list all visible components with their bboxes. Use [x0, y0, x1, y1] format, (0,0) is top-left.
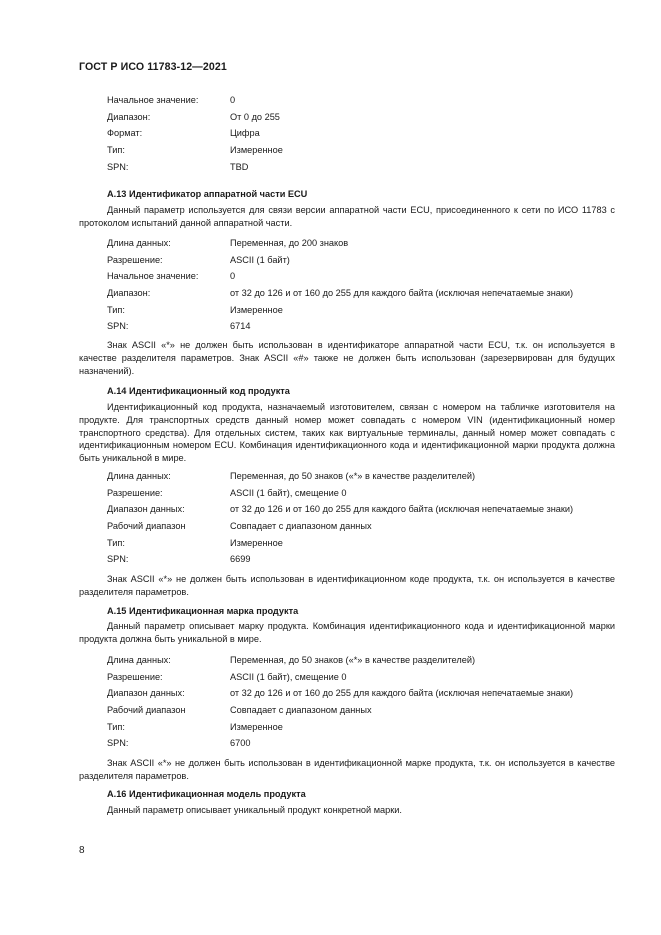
param-row — [79, 721, 615, 738]
params-table-a14 — [79, 470, 615, 570]
param-key: Тип: — [107, 145, 125, 156]
param-row — [79, 503, 615, 520]
param-value: от 32 до 126 и от 160 до 255 для каждого байта (исключая непечатаемые знаки) — [230, 504, 574, 515]
param-key: Длина данных: — [107, 238, 171, 248]
document-header: ГОСТ Р ИСО 11783-12—2021 — [79, 61, 227, 73]
paragraph: Данный параметр описывает марку продукта. Комбинация идентификационного кода и идентификационной марки продукта должна быть уникальной в мире. — [79, 621, 615, 644]
section-a15-para — [79, 620, 615, 646]
note-paragraph: Знак ASCII «*» не должен быть использован в идентификаторе аппаратной части ECU, т.к. он используется в качестве разделителя параметров. Знак ASCII «#» также не должен быть использован (зарезервирован для будущих назначений). — [79, 340, 615, 376]
param-key: Рабочий диапазон — [107, 521, 186, 532]
param-row — [79, 687, 615, 704]
param-value: ASCII (1 байт) — [230, 254, 290, 265]
param-row — [79, 537, 615, 554]
section-heading: А.14 Идентификационный код продукта — [107, 386, 290, 396]
params-table-a15 — [79, 654, 615, 754]
section-a14-para — [79, 401, 615, 465]
section-a13 — [79, 188, 615, 201]
param-row — [79, 254, 615, 271]
param-key: Разрешение: — [107, 254, 163, 265]
param-key: Формат: — [107, 128, 143, 139]
params-table-a13 — [79, 237, 615, 337]
param-value: 0 — [230, 95, 236, 105]
param-value: от 32 до 126 и от 160 до 255 для каждого байта (исключая непечатаемые знаки) — [230, 688, 574, 699]
param-value: Переменная, до 200 знаков — [230, 238, 349, 248]
param-row — [79, 144, 615, 161]
param-row — [79, 470, 615, 487]
param-key: Длина данных: — [107, 471, 171, 481]
page-number: 8 — [79, 845, 85, 856]
section-a14-note — [79, 573, 615, 599]
param-key: SPN: — [107, 161, 129, 172]
param-key: Тип: — [107, 304, 125, 315]
param-value: Совпадает с диапазоном данных — [230, 705, 372, 716]
param-value: Переменная, до 50 знаков («*» в качестве разделителей) — [230, 655, 476, 665]
param-key: SPN: — [107, 321, 129, 332]
param-row — [79, 654, 615, 671]
param-key: Диапазон данных: — [107, 504, 185, 515]
paragraph: Данный параметр используется для связи версии аппаратной части ECU, присоединенного к сети по ИСО 11783 с протоколом испытаний данной аппаратной части. — [79, 205, 615, 228]
note-paragraph: Знак ASCII «*» не должен быть использован в идентификационной марке продукта, т.к. он используется в качестве разделителя параметров. — [79, 758, 615, 781]
param-row — [79, 520, 615, 537]
param-key: Начальное значение: — [107, 271, 199, 282]
param-row — [79, 320, 615, 337]
param-value: 0 — [230, 271, 236, 282]
param-key: Разрешение: — [107, 671, 163, 682]
param-row — [79, 237, 615, 254]
params-table-prev — [79, 94, 615, 177]
param-row — [79, 737, 615, 754]
param-key: Диапазон: — [107, 111, 151, 122]
param-row — [79, 304, 615, 321]
param-value: От 0 до 255 — [230, 111, 280, 122]
param-value: TBD — [230, 161, 249, 172]
param-key: Рабочий диапазон — [107, 705, 186, 716]
param-key: Диапазон данных: — [107, 688, 185, 699]
param-row — [79, 704, 615, 721]
section-a13-note — [79, 339, 615, 377]
param-row — [79, 287, 615, 304]
param-row — [79, 127, 615, 144]
param-row — [79, 111, 615, 128]
param-row — [79, 487, 615, 504]
param-key: Разрешение: — [107, 487, 163, 498]
section-a15 — [79, 605, 615, 618]
section-a13-para — [79, 204, 615, 230]
param-value: Измеренное — [230, 145, 283, 156]
param-key: Диапазон: — [107, 288, 151, 299]
paragraph: Идентификационный код продукта, назначаемый изготовителем, связан с номером на табличке изготовителя на продукте. Для транспортных средств данный номер может совпадать с номером VIN (идентификационный номер транспортного средства). Для отдельных систем, таких как виртуальные терминалы, данный номер может совпадать с идентификационным номером ECU. Комбинация идентификационного кода и идентификационной марки продукта должна быть уникальной в мире. — [79, 402, 615, 464]
section-heading: А.16 Идентификационная модель продукта — [107, 789, 306, 799]
param-row — [79, 94, 615, 111]
param-value: Измеренное — [230, 721, 283, 732]
param-value: Переменная, до 50 знаков («*» в качестве разделителей) — [230, 471, 476, 481]
param-key: SPN: — [107, 554, 129, 565]
note-paragraph: Знак ASCII «*» не должен быть использован в идентификационном коде продукта, т.к. он используется в качестве разделителя параметров. — [79, 574, 615, 597]
section-heading: А.15 Идентификационная марка продукта — [107, 606, 299, 616]
param-row — [79, 553, 615, 570]
param-key: Начальное значение: — [107, 95, 199, 105]
section-a15-note — [79, 757, 615, 783]
paragraph: Данный параметр описывает уникальный продукт конкретной марки. — [107, 805, 402, 815]
section-heading: А.13 Идентификатор аппаратной части ECU — [107, 189, 308, 199]
section-a16 — [79, 788, 615, 801]
param-row — [79, 270, 615, 287]
section-a14 — [79, 385, 615, 398]
param-value: 6714 — [230, 321, 251, 332]
param-value: Измеренное — [230, 537, 283, 548]
param-row — [79, 671, 615, 688]
param-value: Совпадает с диапазоном данных — [230, 521, 372, 532]
param-key: Тип: — [107, 537, 125, 548]
param-value: ASCII (1 байт), смещение 0 — [230, 487, 347, 498]
param-key: SPN: — [107, 738, 129, 749]
param-value: 6700 — [230, 738, 251, 749]
param-value: Измеренное — [230, 304, 283, 315]
param-value: Цифра — [230, 128, 260, 139]
param-key: Тип: — [107, 721, 125, 732]
param-key: Длина данных: — [107, 655, 171, 665]
param-value: от 32 до 126 и от 160 до 255 для каждого байта (исключая непечатаемые знаки) — [230, 288, 574, 299]
param-row — [79, 161, 615, 178]
param-value: ASCII (1 байт), смещение 0 — [230, 671, 347, 682]
section-a16-para — [79, 804, 615, 817]
param-value: 6699 — [230, 554, 251, 565]
